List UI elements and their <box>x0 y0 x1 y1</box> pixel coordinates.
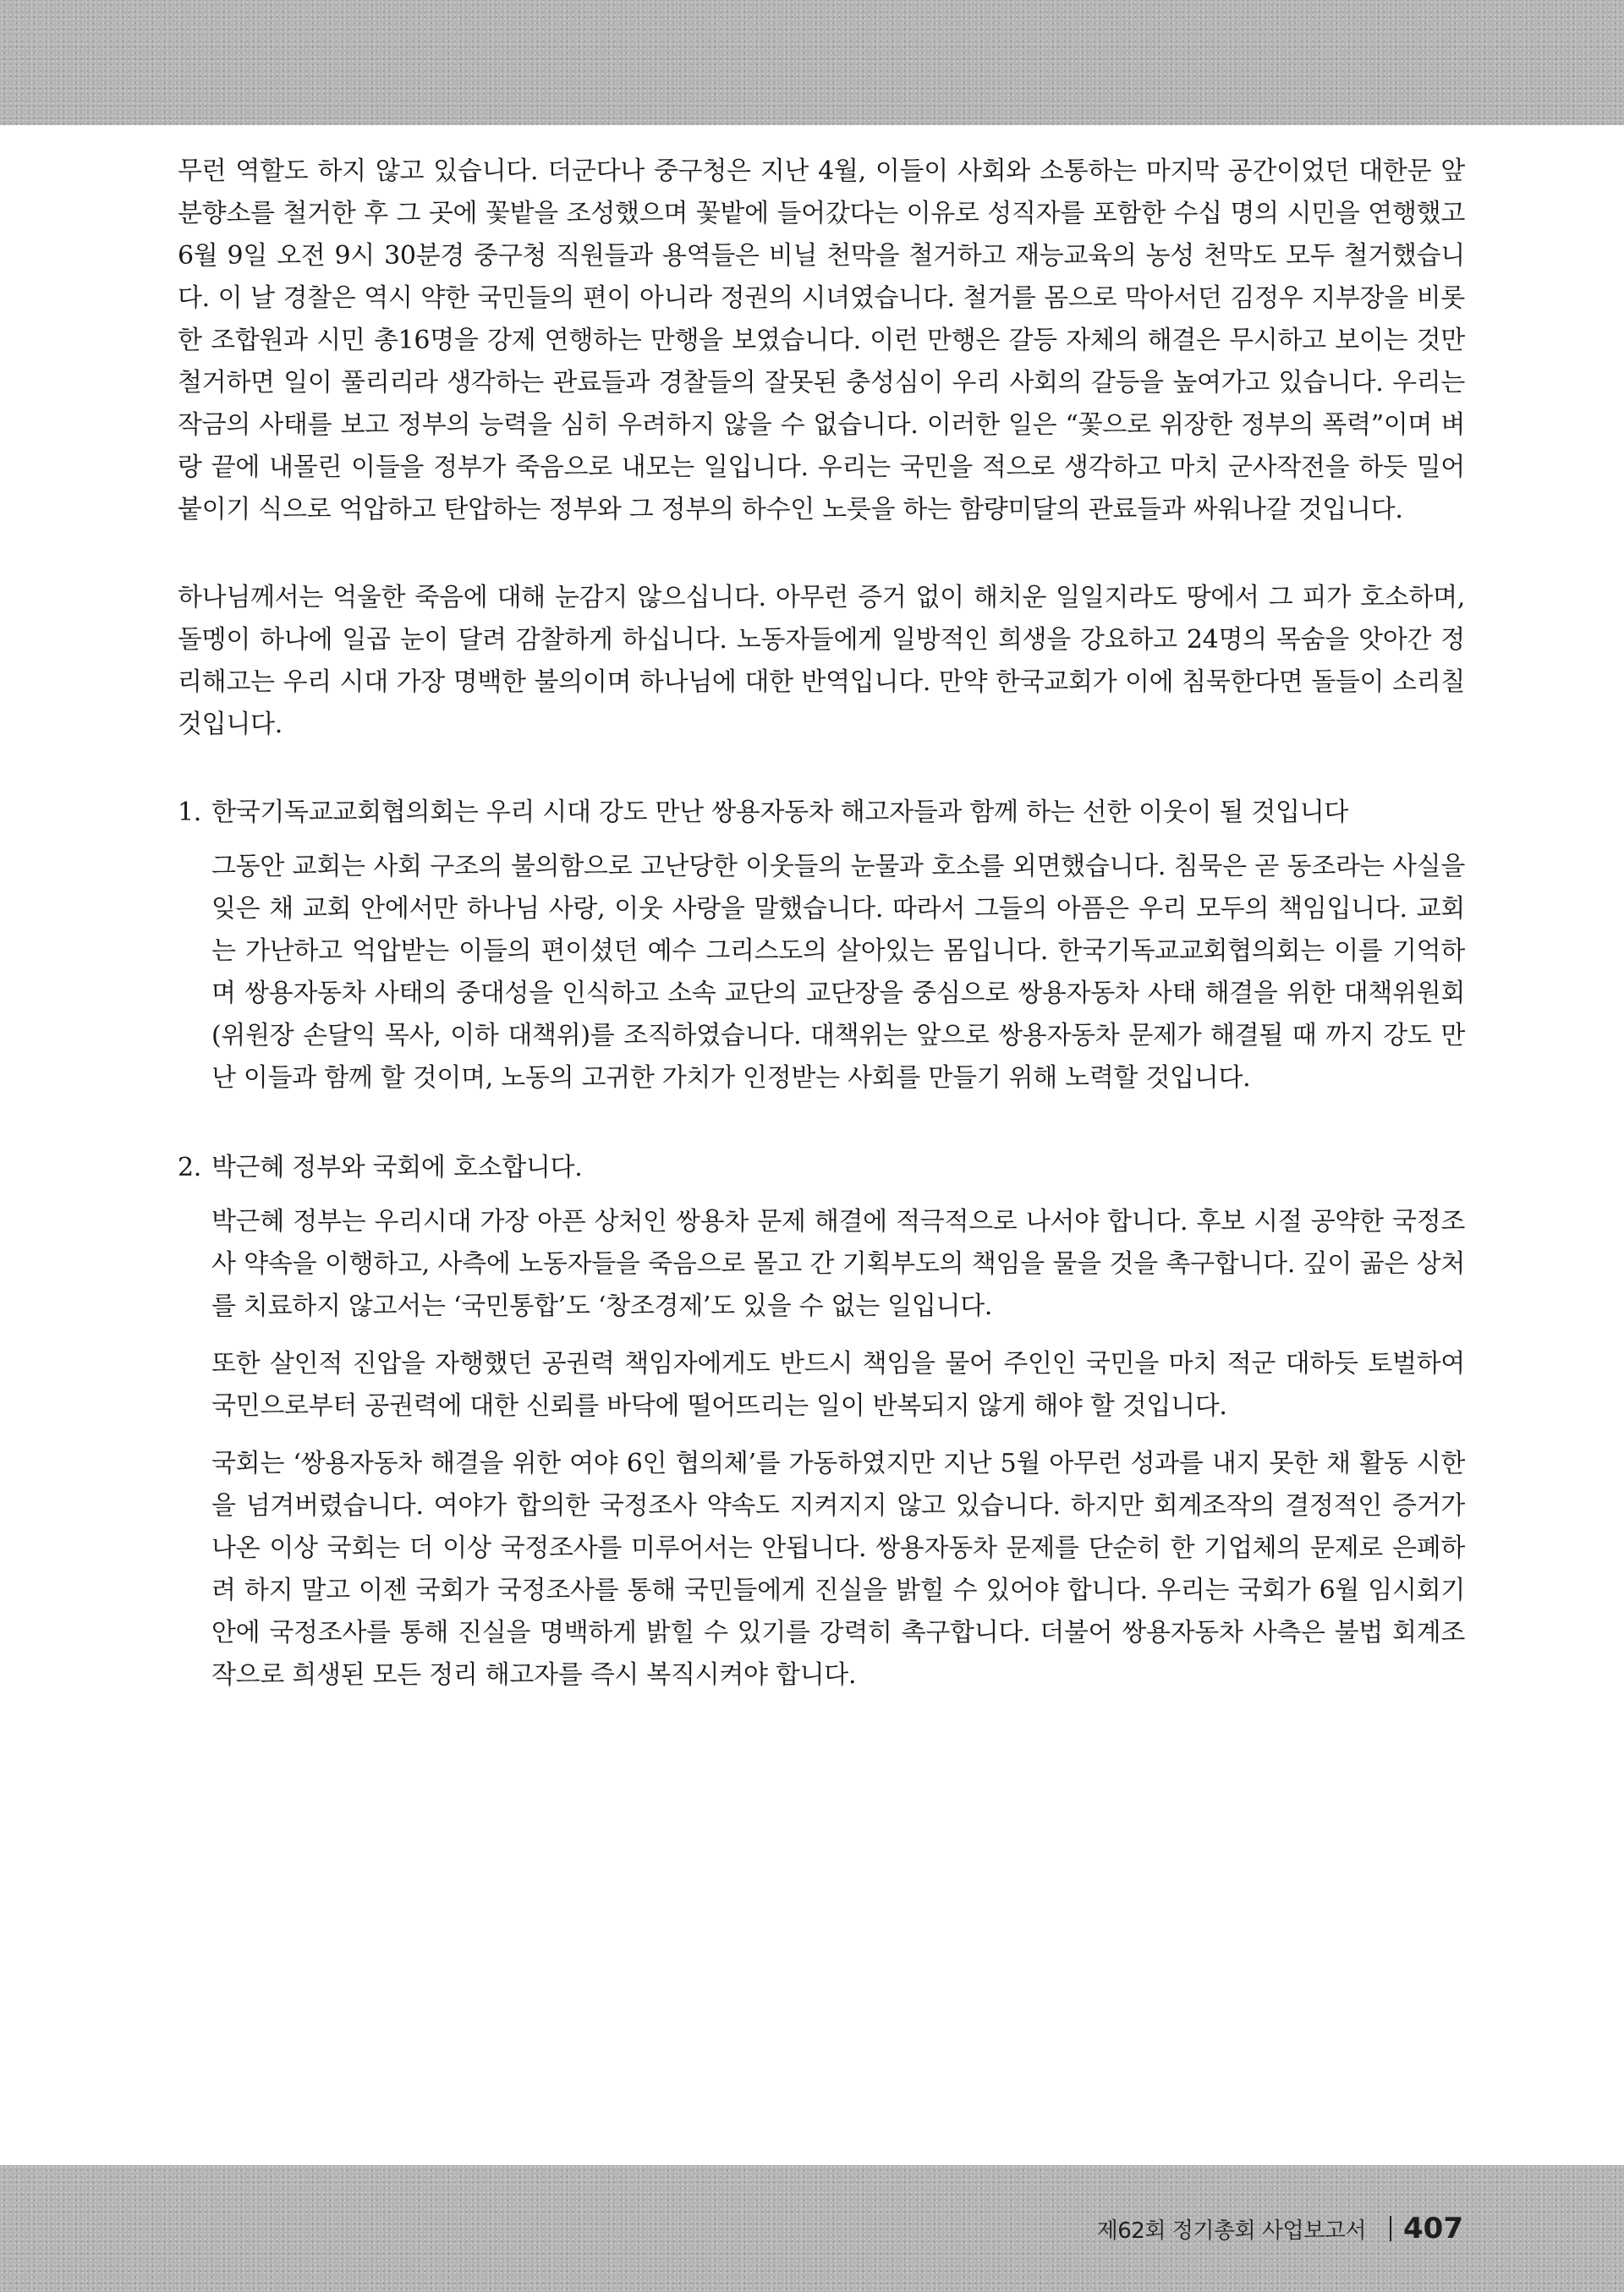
numbered-item-1 <box>178 792 1465 1099</box>
item-paragraph: 박근혜 정부는 우리시대 가장 아픈 상처인 쌍용차 문제 해결에 적극적으로 나서야 합니다. 후보 시절 공약한 국정조사 약속을 이행하고, 사측에 노동자들을 죽음으로 몰고 간 기획부도의 책임을 물을 것을 촉구합니다. 깊이 곪은 상처를 치료하지 않고서는 ‘국민통합’도 ‘창조경제’도 있을 수 없는 일입니다. <box>211 1207 1465 1321</box>
page-number: 407 <box>1403 2212 1463 2245</box>
intro-paragraph-1: 무런 역할도 하지 않고 있습니다. 더군다나 중구청은 지난 4월, 이들이 사회와 소통하는 마지막 공간이었던 대한문 앞 분향소를 철거한 후 그 곳에 꽃밭을 조성했으며 꽃밭에 들어갔다는 이유로 성직자를 포함한 수십 명의 시민을 연행했고 6월 9일 오전 9시 30분경 중구청 직원들과 용역들은 비닐 천막을 철거하고 재능교육의 농성 천막도 모두 철거했습니다. 이 날 경찰은 역시 약한 국민들의 편이 아니라 정권의 시녀였습니다. 철거를 몸으로 막아서던 김정우 지부장을 비롯한 조합원과 시민 총16명을 강제 연행하는 만행을 보였습니다. 이런 만행은 갈등 자체의 해결은 무시하고 보이는 것만 철거하면 일이 풀리리라 생각하는 관료들과 경찰들의 잘못된 충성심이 우리 사회의 갈등을 높여가고 있습니다. 우리는 작금의 사태를 보고 정부의 능력을 심히 우려하지 않을 수 없습니다. 이러한 일은 “꽃으로 위장한 정부의 폭력”이며 벼랑 끝에 내몰린 이들을 정부가 죽음으로 내모는 일입니다. 우리는 국민을 적으로 생각하고 마치 군사작전을 하듯 밀어 붙이기 식으로 억압하고 탄압하는 정부와 그 정부의 하수인 노릇을 하는 함량미달의 관료들과 싸워나갈 것입니다. <box>178 156 1465 524</box>
footer-divider <box>1390 2216 1391 2241</box>
page-footer <box>1097 2207 1463 2250</box>
item-heading <box>178 1147 1465 1189</box>
item-title: 한국기독교교회협의회는 우리 시대 강도 만난 쌍용자동차 해고자들과 함께 하는 선한 이웃이 될 것입니다 <box>211 798 1349 827</box>
item-number: 1. <box>178 798 202 827</box>
item-paragraph: 또한 살인적 진압을 자행했던 공권력 책임자에게도 반드시 책임을 물어 주인인 국민을 마치 적군 대하듯 토벌하여 국민으로부터 공권력에 대한 신뢰를 바닥에 떨어뜨리는 일이 반복되지 않게 해야 할 것입니다. <box>211 1349 1465 1421</box>
intro-section-2 <box>178 577 1465 746</box>
item-paragraph: 국회는 ‘쌍용자동차 해결을 위한 여야 6인 협의체’를 가동하였지만 지난 5월 아무런 성과를 내지 못한 채 활동 시한을 넘겨버렸습니다. 여야가 합의한 국정조사 약속도 지켜지지 않고 있습니다. 하지만 회계조작의 결정적인 증거가 나온 이상 국회는 더 이상 국정조사를 미루어서는 안됩니다. 쌍용자동차 문제를 단순히 한 기업체의 문제로 은폐하려 하지 말고 이젠 국회가 국정조사를 통해 국민들에게 진실을 밝힐 수 있어야 합니다. 우리는 국회가 6월 임시회기 안에 국정조사를 통해 진실을 명백하게 밝힐 수 있기를 강력히 촉구합니다. 더불어 쌍용자동차 사측은 불법 회계조작으로 희생된 모든 정리 해고자를 즉시 복직시켜야 합니다. <box>211 1449 1465 1690</box>
item-body <box>178 1201 1465 1697</box>
item-body <box>178 846 1465 1099</box>
intro-paragraph-2: 하나님께서는 억울한 죽음에 대해 눈감지 않으십니다. 아무런 증거 없이 해치운 일일지라도 땅에서 그 피가 호소하며, 돌멩이 하나에 일곱 눈이 달려 감찰하게 하십니다. 노동자들에게 일방적인 희생을 강요하고 24명의 목숨을 앗아간 정리해고는 우리 시대 가장 명백한 불의이며 하나님에 대한 반역입니다. 만약 한국교회가 이에 침묵한다면 돌들이 소리칠 것입니다. <box>178 583 1465 739</box>
report-title: 제62회 정기총회 사업보고서 <box>1096 2218 1367 2244</box>
intro-section <box>178 151 1465 531</box>
item-number: 2. <box>178 1153 202 1182</box>
item-title: 박근혜 정부와 국회에 호소합니다. <box>211 1153 583 1182</box>
document-body <box>178 151 1465 1712</box>
item-paragraph: 그동안 교회는 사회 구조의 불의함으로 고난당한 이웃들의 눈물과 호소를 외면했습니다. 침묵은 곧 동조라는 사실을 잊은 채 교회 안에서만 하나님 사랑, 이웃 사랑을 말했습니다. 따라서 그들의 아픔은 우리 모두의 책임입니다. 교회는 가난하고 억압받는 이들의 편이셨던 예수 그리스도의 살아있는 몸입니다. 한국기독교교회협의회는 이를 기억하며 쌍용자동차 사태의 중대성을 인식하고 소속 교단의 교단장을 중심으로 쌍용자동차 사태 해결을 위한 대책위원회(위원장 손달익 목사, 이하 대책위)를 조직하였습니다. 대책위는 앞으로 쌍용자동차 문제가 해결될 때 까지 강도 만난 이들과 함께 할 것이며, 노동의 고귀한 가치가 인정받는 사회를 만들기 위해 노력할 것입니다. <box>211 852 1465 1093</box>
item-heading <box>178 792 1465 834</box>
numbered-item-2 <box>178 1147 1465 1697</box>
top-gray-band <box>0 0 1624 125</box>
